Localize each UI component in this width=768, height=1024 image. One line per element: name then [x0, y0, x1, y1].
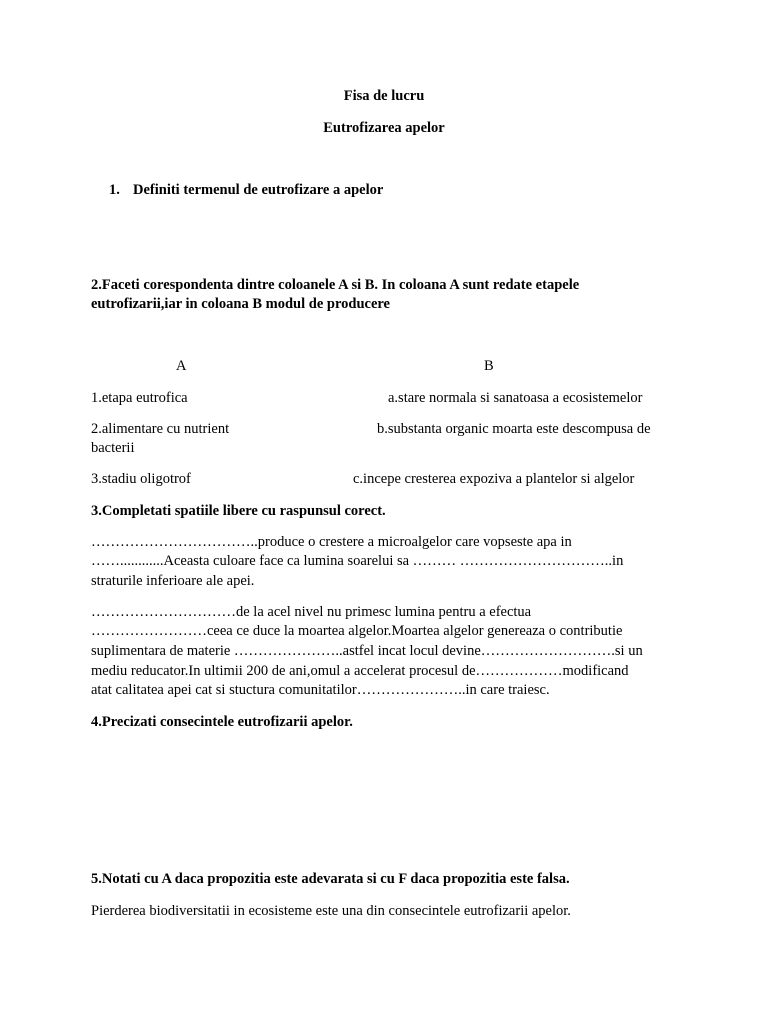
- row-2-b: b.substanta organic moarta este descompusa de: [377, 421, 651, 437]
- document-subtitle: Eutrofizarea apelor: [323, 120, 445, 136]
- row-2-b-continuation: bacterii: [91, 440, 135, 456]
- q5-statement: Pierderea biodiversitatii in ecosisteme este una din consecintele eutrofizarii apelor.: [91, 903, 571, 919]
- document-title: Fisa de lucru: [343, 88, 425, 104]
- column-b-header: B: [484, 358, 494, 374]
- q3-para1-line1: ……………………………..produce o crestere a microalgelor care vopseste apa in: [91, 534, 572, 550]
- q5-heading: 5.Notati cu A daca propozitia este adevarata si cu F daca propozitia este falsa.: [91, 871, 570, 887]
- row-1-b: a.stare normala si sanatoasa a ecosistemelor: [388, 390, 643, 406]
- q2-heading-line1: 2.Faceti corespondenta dintre coloanele A si B. In coloana A sunt redate etapele: [91, 277, 580, 293]
- q3-heading: 3.Completati spatiile libere cu raspunsul corect.: [91, 503, 386, 519]
- q3-para1-line2: ……............Aceasta culoare face ca lumina soarelui sa ……… …………………………..in: [91, 553, 624, 569]
- column-a-header: A: [176, 358, 187, 374]
- row-2-a: 2.alimentare cu nutrient: [91, 421, 230, 437]
- q1-text: Definiti termenul de eutrofizare a apelor: [133, 182, 384, 198]
- q3-para2-line3: suplimentara de materie …………………..astfel incat locul devine……………………….si un: [91, 643, 643, 659]
- q4-heading: 4.Precizati consecintele eutrofizarii apelor.: [91, 714, 353, 730]
- row-3-a: 3.stadiu oligotrof: [91, 471, 191, 487]
- row-1-a: 1.etapa eutrofica: [91, 390, 188, 406]
- q3-para1-line3: straturile inferioare ale apei.: [91, 573, 255, 589]
- q3-para2-line4: mediu reducator.In ultimii 200 de ani,omul a accelerat procesul de………………modificand: [91, 663, 629, 679]
- q1-number: 1.: [109, 182, 120, 198]
- q3-para2-line5: atat calitatea apei cat si stuctura comunitatilor…………………..in care traiesc.: [91, 682, 550, 698]
- row-3-b: c.incepe cresterea expoziva a plantelor si algelor: [353, 471, 635, 487]
- q3-para2-line1: …………………………de la acel nivel nu primesc lumina pentru a efectua: [91, 604, 532, 620]
- q2-heading-line2: eutrofizarii,iar in coloana B modul de producere: [91, 296, 390, 312]
- q3-para2-line2: ……………………ceea ce duce la moartea algelor.Moartea algelor genereaza o contributie: [91, 623, 623, 639]
